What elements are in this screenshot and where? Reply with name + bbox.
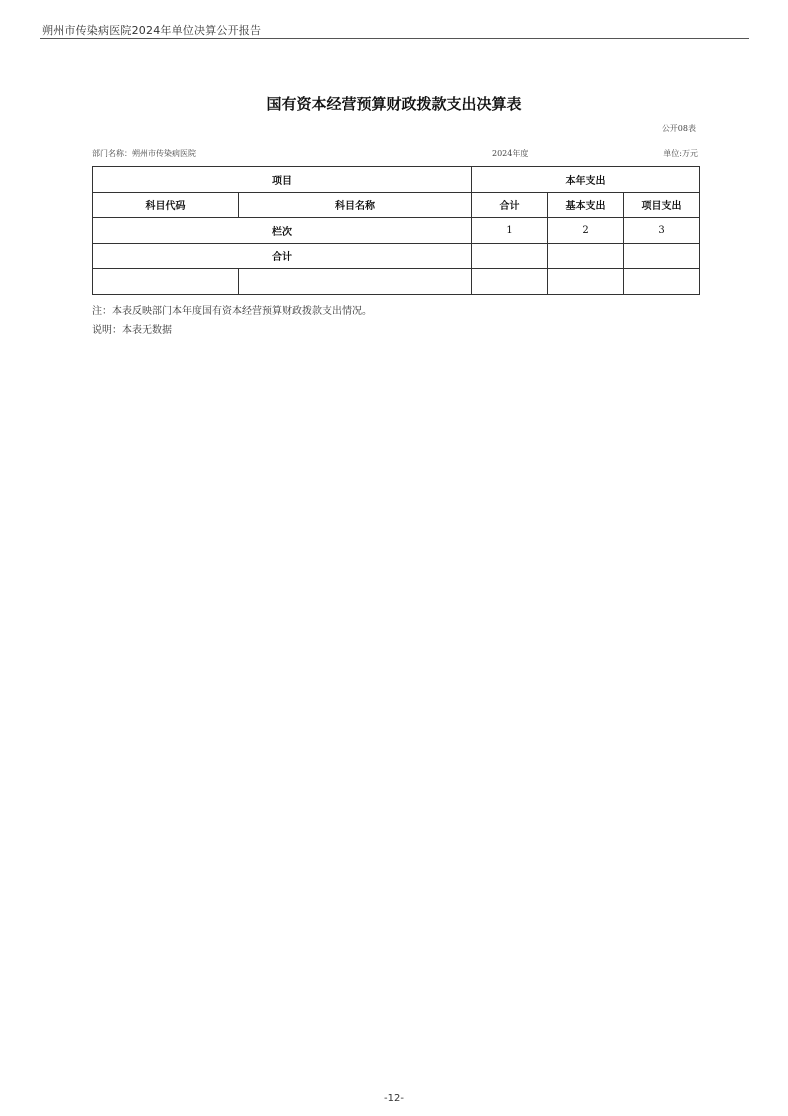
fiscal-year: 2024年度 — [492, 149, 529, 158]
column-index-total: 1 — [472, 218, 548, 244]
page-number: -12- — [384, 1093, 404, 1104]
table-note: 注：本表反映部门本年度国有资本经营预算财政拨款支出情况。 — [92, 306, 372, 317]
group-header-row — [93, 167, 700, 193]
header-divider — [40, 38, 749, 39]
total-header: 合计 — [472, 192, 548, 218]
item-group-header: 项目 — [93, 167, 472, 193]
total-row-basic-cell — [548, 243, 624, 269]
basic-expenditure-cell — [548, 269, 624, 295]
table-row — [93, 269, 700, 295]
total-cell — [472, 269, 548, 295]
form-number: 公开08表 — [661, 124, 696, 133]
subject-name-cell — [239, 269, 472, 295]
current-year-expenditure-header: 本年支出 — [472, 167, 700, 193]
table-explanation: 说明：本表无数据 — [92, 325, 172, 336]
basic-expenditure-header: 基本支出 — [548, 192, 624, 218]
column-index-row — [93, 218, 700, 244]
column-header-row — [93, 192, 700, 218]
project-expenditure-cell — [624, 269, 700, 295]
total-row-label: 合计 — [93, 243, 472, 269]
expenditure-table — [92, 166, 700, 295]
total-row-total-cell — [472, 243, 548, 269]
subject-name-header: 科目名称 — [239, 192, 472, 218]
department-name: 部门名称：朔州市传染病医院 — [92, 149, 196, 158]
total-row-project-cell — [624, 243, 700, 269]
total-row — [93, 243, 700, 269]
subject-code-header: 科目代码 — [93, 192, 239, 218]
subject-code-cell — [93, 269, 239, 295]
running-header-title: 朔州市传染病医院2024年单位决算公开报告 — [42, 24, 262, 37]
column-index-basic: 2 — [548, 218, 624, 244]
report-title: 国有资本经营预算财政拨款支出决算表 — [266, 95, 522, 113]
column-index-project: 3 — [624, 218, 700, 244]
report-meta-row — [92, 148, 698, 160]
currency-unit: 单位:万元 — [663, 149, 698, 158]
column-index-label: 栏次 — [93, 218, 472, 244]
project-expenditure-header: 项目支出 — [624, 192, 700, 218]
